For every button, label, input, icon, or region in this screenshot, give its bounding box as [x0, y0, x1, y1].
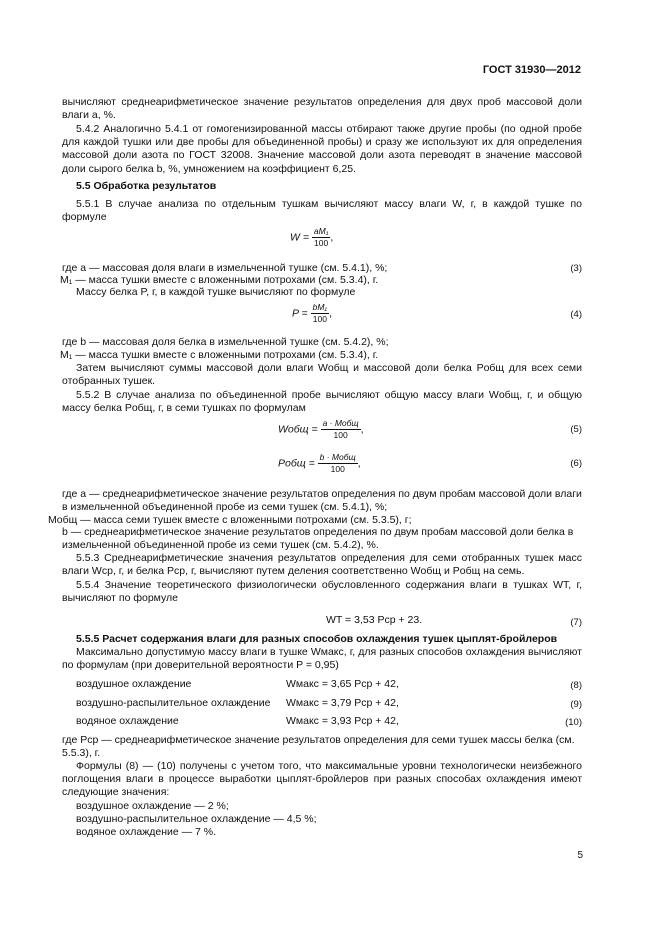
formula-8: Wмакс = 3,65 Pср + 42,: [286, 678, 399, 690]
paragraph-555: Максимально допустимую массу влаги в тушке Wмакс, г, для разных способов охлаждения вычисляют по формулам (при доверительной вероятности P = 0,95): [62, 646, 582, 672]
formula-9-number: (9): [570, 699, 582, 710]
fraction-denominator: 100: [314, 238, 329, 248]
formula-9: Wмакс = 3,79 Pср + 42,: [286, 697, 399, 709]
formula-7: WT = 3,53 Pср + 23.: [326, 614, 423, 626]
def-b: где b — массовая доля белка в измельченной тушке (см. 5.4.2), %;: [62, 336, 389, 348]
paragraph-553: 5.5.3 Среднеарифметические значения результатов определения для семи отобранных тушек масс влаги Wср, г, и белка Pср, г, вычисляют путем деления соответственно Wобщ и Pобщ на семь.: [62, 552, 582, 578]
list-item: водяное охлаждение — 7 %.: [76, 826, 217, 838]
fraction-numerator: a · Mобщ: [322, 418, 359, 428]
def-mobsh: Mобщ — масса семи тушек вместе с вложенными потрохами (см. 5.3.5), г;: [48, 514, 412, 526]
formula-6: [278, 452, 361, 475]
page-number: 5: [577, 849, 583, 861]
fraction: [318, 452, 358, 475]
formula-10-label: водяное охлаждение: [76, 715, 179, 727]
formula-lhs: Wобщ =: [278, 423, 321, 436]
formula-9-label: воздушно-распылительное охлаждение: [76, 697, 271, 709]
formula-tail: ,: [329, 307, 333, 320]
formula-8-label: воздушное охлаждение: [76, 678, 192, 690]
section-555-heading: 5.5.5 Расчет содержания влаги для разных способов охлаждения тушек цыплят-бройлеров: [76, 633, 558, 645]
fraction: [311, 302, 333, 325]
fraction-numerator: b · Mобщ: [319, 452, 356, 462]
formula-4-number: (4): [570, 309, 582, 320]
list-item: воздушное охлаждение — 2 %;: [76, 800, 229, 812]
formula-tail: ,: [360, 423, 364, 436]
formula-5: [278, 418, 364, 441]
fraction-denominator: 100: [330, 464, 345, 474]
formula-3-number: (3): [570, 263, 582, 274]
fraction: [312, 226, 334, 249]
formula-3: [290, 226, 333, 249]
def-b2: b — среднеарифметическое значение результатов определения по двум пробам массовой доли белка в измельченной объединенной пробе из семи тушек (см. 5.4.2), %.: [62, 526, 574, 552]
fraction-denominator: 100: [333, 430, 348, 440]
formula-tail: ,: [357, 457, 361, 470]
def-a2: где a — среднеарифметическое значение результатов определения по двум пробам массовой доли влаги в измельченной объединенной пробе из семи тушек (см. 5.4.1), %;: [62, 488, 582, 514]
fraction-denominator: 100: [312, 314, 327, 324]
fraction-numerator: bM₁: [312, 302, 328, 312]
fraction: [321, 418, 361, 441]
paragraph-formulas: Формулы (8) — (10) получены с учетом того, что максимальные уровни технологически неизбежного поглощения влаги в процессе выработки цыплят-бройлеров при разных способах охлаждения имеют следующие значения:: [62, 760, 582, 799]
formula-4: [292, 302, 332, 325]
formula-7-number: (7): [570, 617, 582, 628]
paragraph-551: 5.5.1 В случае анализа по отдельным тушкам вычисляют массу влаги W, г, в каждой тушке по формуле: [62, 198, 582, 224]
formula-10: Wмакс = 3,93 Pср + 42,: [286, 715, 399, 727]
paragraph-554: 5.5.4 Значение теоретического физиологически обусловленного содержания влаги в тушках WT, г, вычисляют по формуле: [62, 579, 582, 605]
formula-lhs: Pобщ =: [278, 457, 318, 470]
def-m1b: M₁ — масса тушки вместе с вложенными потрохами (см. 5.3.4), г.: [60, 349, 379, 361]
def-m1: M₁ — масса тушки вместе с вложенными потрохами (см. 5.3.4), г.: [60, 274, 379, 286]
paragraph-552: 5.5.2 В случае анализа по объединенной пробе вычисляют общую массу влаги Wобщ, г, и общую массу белка Pобщ, г, в семи тушках по формулам: [62, 389, 582, 415]
formula-lhs: P =: [292, 307, 311, 320]
formula-10-number: (10): [565, 717, 582, 728]
section-55-heading: 5.5 Обработка результатов: [76, 180, 217, 192]
document-header: ГОСТ 31930—2012: [482, 64, 581, 76]
list-item: воздушно-распылительное охлаждение — 4,5 %;: [76, 813, 317, 825]
formula-6-number: (6): [570, 458, 582, 469]
fraction-numerator: aM₁: [313, 226, 329, 236]
formula-lhs: W =: [290, 231, 312, 244]
formula-5-number: (5): [570, 424, 582, 435]
def-a: где a — массовая доля влаги в измельченной тушке (см. 5.4.1), %;: [62, 262, 388, 274]
paragraph-p1: вычисляют среднеарифметическое значение результатов определения для двух проб массовой доли влаги a, %.: [62, 96, 582, 122]
paragraph-542: 5.4.2 Аналогично 5.4.1 от гомогенизированной массы отбирают также другие пробы (по одной пробе для каждой тушки или две пробы для объединенной пробы) и сразу же используют их для определения массовой доли азота по ГОСТ 32008. Значение массовой доли азота переводят в значение массовой доли сырого белка b, %, умножением на коэффициент 6,25.: [62, 123, 582, 175]
formula-8-number: (8): [570, 680, 582, 691]
paragraph-sums: Затем вычисляют суммы массовой доли влаги Wобщ и массовой доли белка Pобщ для всех семи отобранных тушек.: [62, 362, 582, 388]
paragraph-protein-mass: Массу белка P, г, в каждой тушке вычисляют по формуле: [76, 286, 356, 298]
def-pcp: где Pср — среднеарифметическое значение результатов определения для семи тушек массы белка (см. 5.5.3), г.: [62, 734, 575, 760]
formula-tail: ,: [330, 231, 334, 244]
